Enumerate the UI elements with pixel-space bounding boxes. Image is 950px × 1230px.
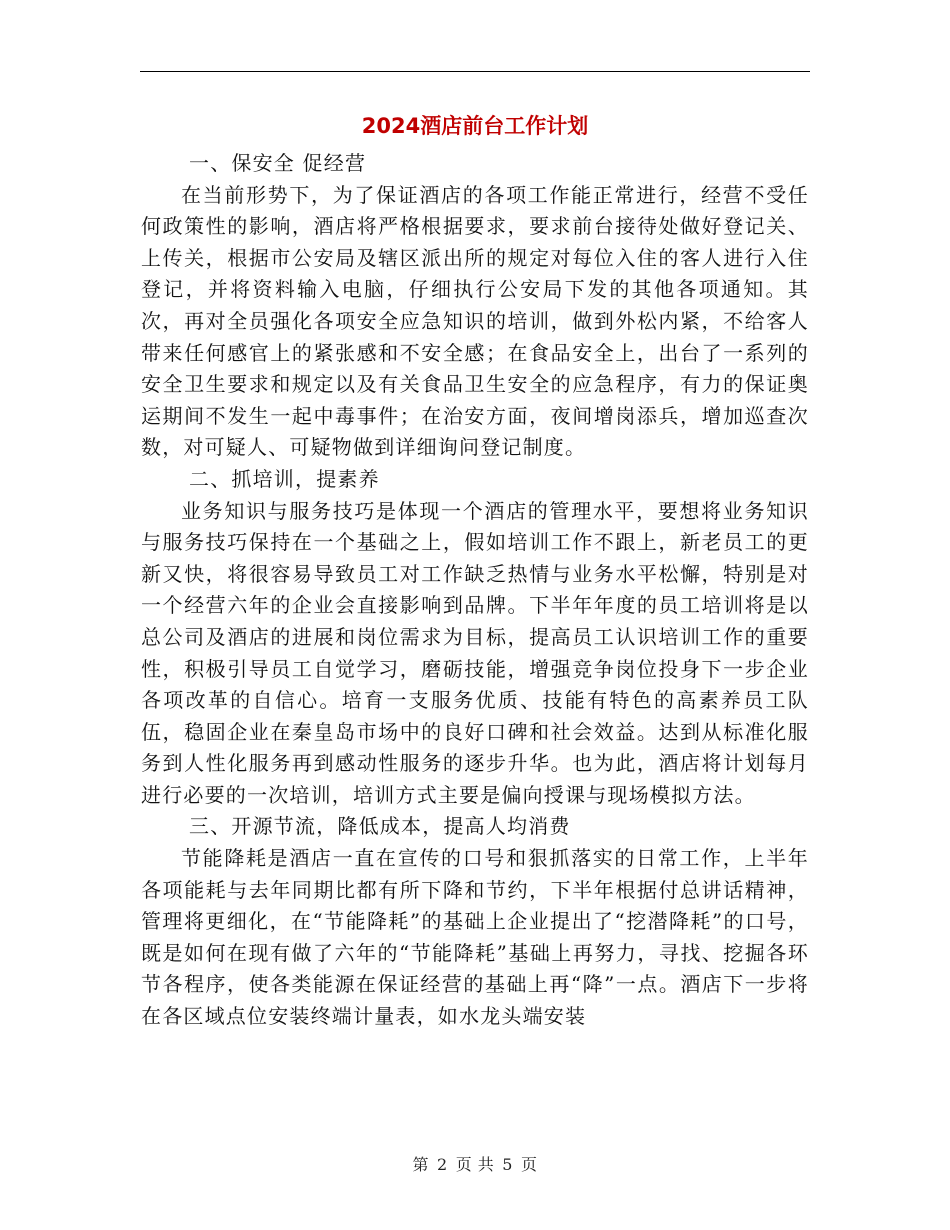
- page-footer: [0, 1154, 950, 1176]
- footer-total-pages: 5: [502, 1155, 513, 1174]
- footer-middle: 页 共: [455, 1155, 495, 1174]
- document-title: 2024酒店前台工作计划: [361, 114, 589, 138]
- section-heading-2: 二、抓培训，提素养: [189, 466, 380, 491]
- header-rule: [140, 71, 810, 72]
- section-heading-3: 三、开源节流，降低成本，提高人均消费: [189, 814, 571, 839]
- body-paragraph-3: 节能降耗是酒店一直在宣传的口号和狠抓落实的日常工作，上半年各项能耗与去年同期比都有所下降和节约，下半年根据付总讲话精神，管理将更细化，在“节能降耗”的基础上企业提出了“挖潜降耗”的口号，既是如何在现有做了六年的“节能降耗”基础上再努力，寻找、挖掘各环节各程序，使各类能源在保证经营的基础上再“降”一点。酒店下一步将在各区域点位安装终端计量表，如水龙头端安装: [141, 846, 809, 1029]
- footer-suffix: 页: [520, 1155, 538, 1174]
- body-paragraph-2: 业务知识与服务技巧是体现一个酒店的管理水平，要想将业务知识与服务技巧保持在一个基础之上，假如培训工作不跟上，新老员工的更新又快，将很容易导致员工对工作缺乏热情与业务水平松懈，特别是对一个经营六年的企业会直接影响到品牌。下半年年度的员工培训将是以总公司及酒店的进展和岗位需求为目标，提高员工认识培训工作的重要性，积极引导员工自觉学习，磨砺技能，增强竞争岗位投身下一步企业各项改革的自信心。培育一支服务优质、技能有特色的高素养员工队伍，稳固企业在秦皇岛市场中的良好口碑和社会效益。达到从标准化服务到人性化服务再到感动性服务的逐步升华。也为此，酒店将计划每月进行必要的一次培训，培训方式主要是偏向授课与现场模拟方法。: [141, 498, 809, 807]
- document-body: [141, 148, 809, 1033]
- section-heading-1: 一、保安全 促经营: [189, 151, 367, 175]
- footer-prefix: 第: [412, 1155, 430, 1174]
- body-paragraph-1: 在当前形势下，为了保证酒店的各项工作能正常进行，经营不受任何政策性的影响，酒店将严格根据要求，要求前台接待处做好登记关、上传关，根据市公安局及辖区派出所的规定对每位入住的客人进行入住登记，并将资料输入电脑，仔细执行公安局下发的其他各项通知。其次，再对全员强化各项安全应急知识的培训，做到外松内紧，不给客人带来任何感官上的紧张感和不安全感；在食品安全上，出台了一系列的安全卫生要求和规定以及有关食品卫生安全的应急程序，有力的保证奥运期间不发生一起中毒事件；在治安方面，夜间增岗添兵，增加巡查次数，对可疑人、可疑物做到详细询问登记制度。: [141, 182, 809, 460]
- footer-page-number: 2: [437, 1155, 448, 1174]
